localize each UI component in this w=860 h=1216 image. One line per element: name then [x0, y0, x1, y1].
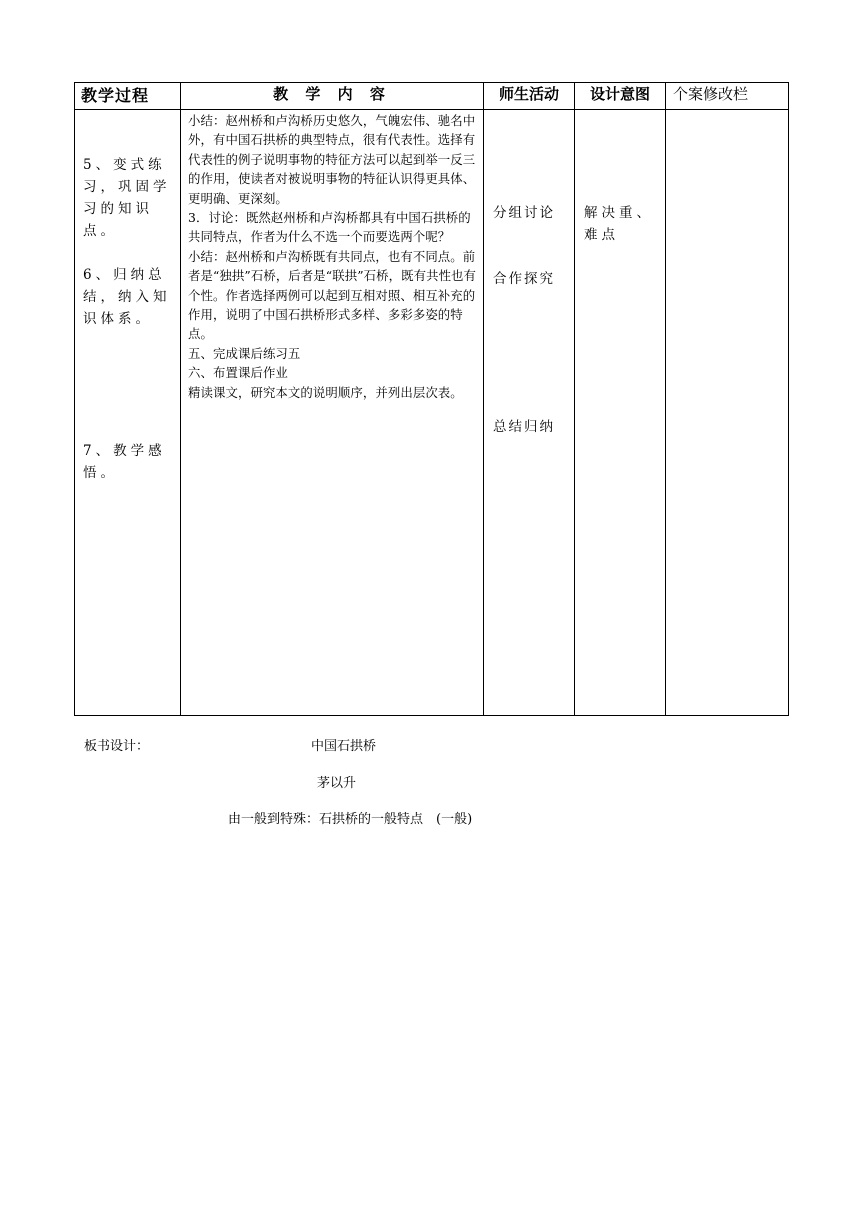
stage-7: 7、教学感悟。 — [83, 443, 166, 481]
activity-cooperative-inquiry: 合作探究 — [493, 271, 555, 287]
content-exercise: 五、完成课后练习五 — [188, 345, 301, 361]
content-homework: 精读课文，研究本文的说明顺序，并列出层次表。 — [188, 384, 463, 400]
stage-5: 5、变式练习，巩固学习的知识点。 — [83, 157, 171, 239]
content-summary-1: 小结：赵州桥和卢沟桥历史悠久，气魄宏伟、驰名中外，有中国石拱桥的典型特点，很有代表性。选择有代表性的例子说明事物的特征方法可以起到举一反三的作用，使读者对被说明事物的特征认识得更具体、更明确、更深刻。 — [188, 113, 476, 206]
table-row — [75, 110, 789, 716]
board-design-label: 板书设计： — [84, 739, 150, 754]
intent-cell — [575, 110, 666, 716]
lesson-plan-table — [74, 82, 789, 716]
header-intent: 设计意图 — [575, 83, 666, 110]
content-cell — [181, 110, 484, 716]
board-author: 茅以升 — [317, 776, 357, 791]
activity-summarize: 总结归纳 — [493, 419, 555, 435]
activity-cell — [484, 110, 575, 716]
intent-text: 解决重、难点 — [584, 205, 654, 243]
activity-group-discussion: 分组讨论 — [493, 205, 555, 221]
content-summary-2: 小结：赵州桥和卢沟桥既有共同点，也有不同点。前者是“独拱”石桥，后者是“联拱”石桥，既有共性也有个性。作者选择两例可以起到互相对照、相互补充的作用，说明了中国石拱桥形式多样、多彩多姿的特点。 — [188, 248, 477, 342]
table-header-row — [75, 83, 789, 110]
header-revision: 个案修改栏 — [666, 83, 789, 110]
stage-6: 6、归纳总结，纳入知识体系。 — [83, 267, 171, 327]
content-homework-heading: 六、布置课后作业 — [188, 365, 288, 381]
header-process: 教学过程 — [75, 83, 181, 110]
board-line-1: 由一般到特殊：石拱桥的一般特点 (一般) — [228, 812, 473, 827]
header-content: 教 学 内 容 — [181, 83, 484, 110]
revision-cell — [666, 110, 789, 716]
process-cell — [75, 110, 181, 716]
header-activity: 师生活动 — [484, 83, 575, 110]
board-title: 中国石拱桥 — [311, 739, 377, 754]
content-discussion: 3．讨论：既然赵州桥和卢沟桥都具有中国石拱桥的共同特点，作者为什么不选一个而要选两个呢？ — [188, 210, 471, 245]
